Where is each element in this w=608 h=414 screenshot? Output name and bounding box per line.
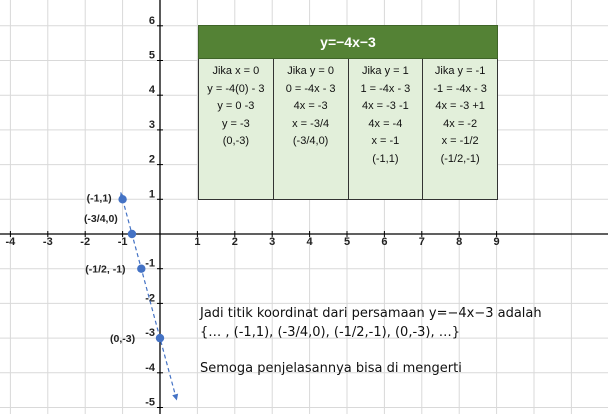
table-cell-line: (-1/2,-1) [440, 152, 480, 165]
table-column-3 [349, 59, 424, 199]
y-tick-label: 3 [148, 118, 155, 131]
calculation-table [198, 59, 498, 200]
y-tick-label: -2 [145, 292, 155, 305]
y-tick-label: -4 [145, 361, 155, 374]
data-point [128, 230, 136, 238]
table-cell-line: 4x = -2 [443, 117, 478, 130]
conclusion-text [200, 306, 605, 376]
point-label: (-1/2, -1) [85, 263, 126, 276]
conclusion-line-2: {… , (-1,1), (-3/4,0), (-1/2,-1), (0,-3), …} [200, 325, 461, 340]
x-tick-label: 6 [381, 236, 388, 248]
x-tick-label: 7 [418, 236, 425, 248]
table-cell-line: Jika x = 0 [212, 65, 260, 77]
data-point [137, 265, 145, 273]
table-cell-line: (-1,1) [372, 152, 399, 165]
line-arrowhead [172, 394, 178, 401]
y-tick-label: -3 [145, 327, 155, 340]
table-cell-line: y = -4(0) - 3 [207, 82, 265, 95]
table-cell-line: x = -3/4 [292, 117, 330, 130]
data-point [156, 334, 164, 342]
y-tick-label: 4 [148, 84, 155, 97]
y-tick-label: 1 [148, 188, 155, 201]
data-point [118, 195, 126, 203]
x-tick-label: -2 [80, 236, 91, 248]
x-tick-label: -3 [42, 236, 53, 248]
table-cell-line: Jika y = 0 [287, 65, 335, 77]
x-tick-label: -1 [117, 236, 128, 248]
table-column-2 [274, 59, 349, 199]
table-cell-line: (0,-3) [222, 135, 250, 147]
y-tick-label: 5 [148, 49, 155, 62]
table-cell-line: -1 = -4x - 3 [433, 82, 487, 95]
table-column-4 [423, 59, 497, 199]
conclusion-line-3: Semoga penjelasannya bisa di mengerti [200, 361, 462, 376]
table-cell-line: Jika y = 1 [361, 65, 409, 77]
table-cell-line: 4x = -3 [293, 100, 328, 112]
y-tick-label: 6 [148, 14, 155, 27]
table-cell-line: y = 0 -3 [217, 100, 255, 112]
point-label: (0,-3) [110, 333, 136, 346]
table-cell-line: x = -1 [371, 135, 400, 147]
table-cell-line: 1 = -4x - 3 [360, 82, 411, 95]
y-tick-label: -1 [145, 257, 155, 270]
table-cell-line: 4x = -3 -1 [361, 100, 409, 112]
x-tick-label: 2 [231, 236, 238, 248]
x-tick-label: 3 [269, 236, 276, 248]
table-cell-line: 4x = -3 +1 [435, 100, 485, 112]
y-tick-label: 2 [148, 153, 155, 166]
table-title: y=−4x−3 [198, 25, 498, 59]
point-label: (-1,1) [86, 192, 112, 205]
table-cell-line: (-3/4,0) [292, 135, 329, 147]
table-cell-line: y = -3 [221, 117, 250, 130]
point-label: (-3/4,0) [83, 213, 118, 225]
table-column-1 [199, 59, 274, 199]
conclusion-line-1: Jadi titik koordinat dari persamaan y=−4x−3 adalah [200, 306, 542, 321]
table-cell-line: Jika y = -1 [434, 65, 486, 77]
x-tick-label: 1 [194, 236, 201, 248]
x-tick-label: -4 [5, 236, 16, 248]
x-tick-label: 9 [493, 236, 500, 248]
y-tick-label: -5 [145, 396, 155, 409]
table-cell-line: 4x = -4 [368, 117, 403, 130]
x-tick-label: 5 [343, 236, 351, 248]
table-cell-line: x = -1/2 [441, 135, 479, 147]
x-tick-label: 4 [306, 236, 313, 248]
table-cell-line: 0 = -4x - 3 [285, 82, 336, 95]
x-tick-label: 8 [456, 236, 463, 248]
